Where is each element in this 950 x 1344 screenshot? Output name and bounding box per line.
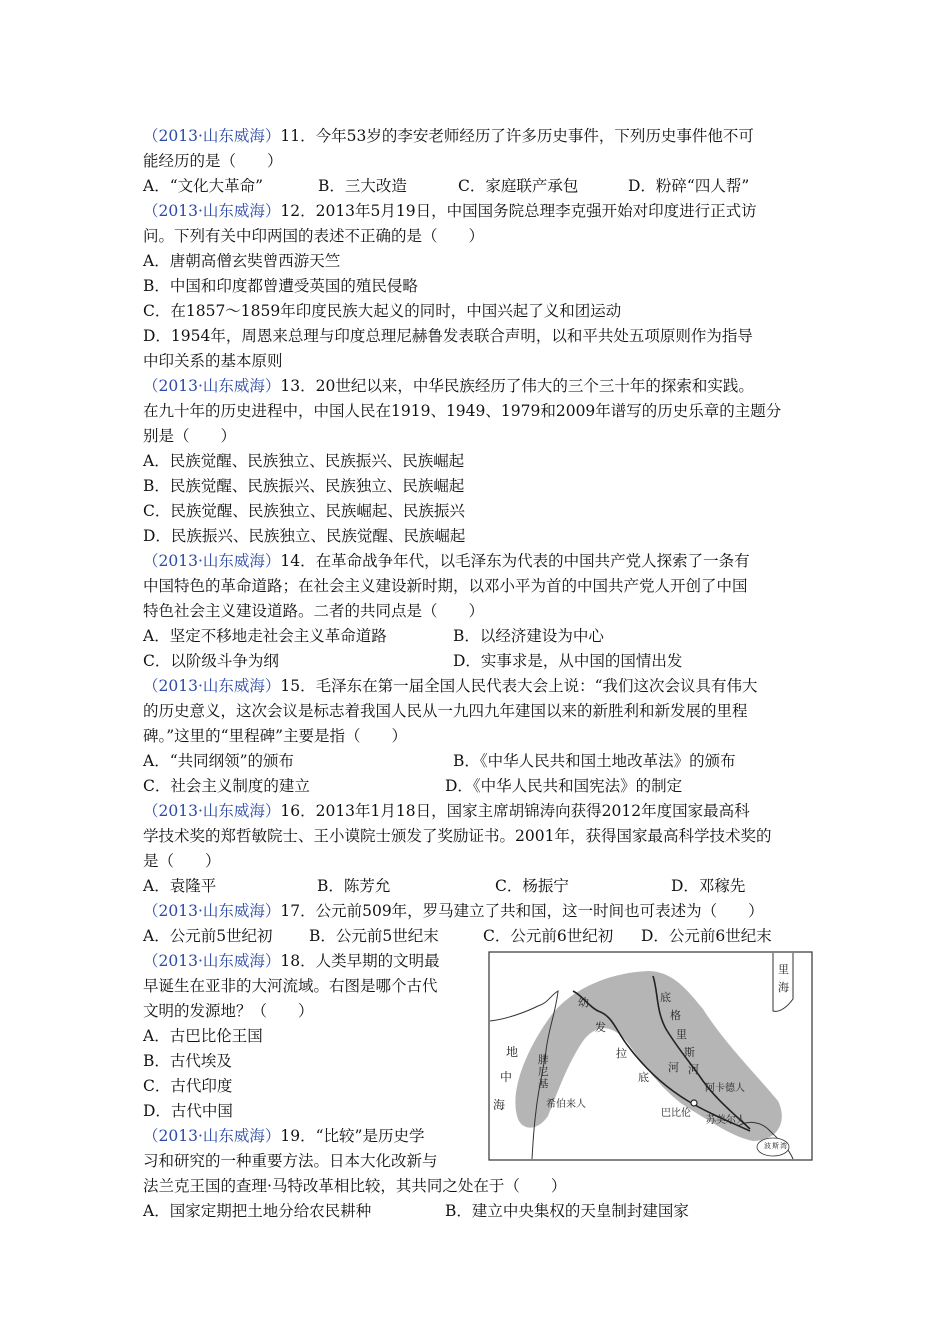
question-14-line-1: （2013·山东威海）14．在革命战争年代，以毛泽东为代表的中国共产党人探索了一条有 (143, 552, 750, 570)
phoenicia-label (538, 1053, 549, 1090)
svg-text:海: 海 (778, 981, 789, 994)
option-d-continued: 中印关系的基本原则 (143, 352, 283, 370)
question-16-options (143, 874, 813, 899)
question-18-line-3: 文明的发源地？（ ） (143, 1002, 314, 1020)
question-13-line-1: （2013·山东威海）13．20世纪以来，中华民族经历了伟大的三个三十年的探索和实践。 (143, 377, 754, 395)
question-19-line-1: （2013·山东威海）19．“比较”是历史学 (143, 1127, 425, 1145)
question-source: （2013·山东威海） (143, 552, 281, 570)
svg-text:底: 底 (638, 1071, 649, 1084)
question-14-line-3: 特色社会主义建设道路。二者的共同点是（ ） (143, 602, 485, 620)
question-13-line-2: 在九十年的历史进程中，中国人民在1919、1949、1979和2009年谱写的历史乐章的主题分 (143, 402, 782, 420)
question-source: （2013·山东威海） (143, 902, 281, 920)
question-15-options-row-2 (143, 774, 813, 799)
option-c: C．杨振宁 (495, 877, 569, 895)
option-b: B．民族觉醒、民族振兴、民族独立、民族崛起 (143, 477, 465, 495)
option-d: D．《中华人民共和国宪法》的制定 (445, 777, 683, 795)
option-d: D．民族振兴、民族独立、民族觉醒、民族崛起 (143, 527, 466, 545)
option-b: B．古代埃及 (143, 1052, 232, 1070)
option-c: C．家庭联产承包 (458, 177, 579, 195)
babylon-label: 巴比伦 (661, 1108, 691, 1119)
option-b: B．以经济建设为中心 (453, 627, 604, 645)
svg-text:中: 中 (500, 1070, 513, 1084)
svg-text:腓: 腓 (538, 1054, 549, 1066)
question-19-line-3: 法兰克王国的查理·马特改革相比较，其共同之处在于（ ） (143, 1177, 567, 1195)
option-d: D．粉碎“四人帮” (628, 177, 750, 195)
question-source: （2013·山东威海） (143, 127, 281, 145)
question-source: （2013·山东威海） (143, 202, 281, 220)
question-17-options (143, 924, 813, 949)
svg-text:河: 河 (688, 1063, 699, 1076)
option-c: C．古代印度 (143, 1077, 233, 1095)
exam-page (143, 124, 813, 1224)
option-b: B．建立中央集权的天皇制封建国家 (445, 1202, 689, 1220)
option-a: A．唐朝高僧玄奘曾西游天竺 (143, 252, 341, 270)
option-a: A．“文化大革命” (143, 177, 264, 195)
option-b: B．中国和印度都曾遭受英国的殖民侵略 (143, 277, 418, 295)
sumer-label: 苏美尔人 (706, 1115, 746, 1126)
option-c: C．公元前6世纪初 (483, 927, 614, 945)
hebrews-label: 希伯来人 (546, 1099, 586, 1110)
option-a: A．古巴比伦王国 (143, 1027, 263, 1045)
option-c: C．民族觉醒、民族独立、民族崛起、民族振兴 (143, 502, 465, 520)
question-source: （2013·山东威海） (143, 802, 281, 820)
question-16-line-1: （2013·山东威海）16．2013年1月18日，国家主席胡锦涛向获得2012年度国家最高科 (143, 802, 750, 820)
option-d: D．古代中国 (143, 1102, 233, 1120)
question-14-line-2: 中国特色的革命道路；在社会主义建设新时期，以邓小平为首的中国共产党人开创了中国 (143, 577, 748, 595)
option-a: A．袁隆平 (143, 877, 217, 895)
question-source: （2013·山东威海） (143, 1127, 281, 1145)
question-source: （2013·山东威海） (143, 377, 281, 395)
option-a: A．公元前5世纪初 (143, 927, 273, 945)
option-c: C．社会主义制度的建立 (143, 777, 310, 795)
svg-text:湾: 湾 (780, 1142, 787, 1150)
svg-text:发: 发 (595, 1021, 606, 1034)
svg-text:幼: 幼 (578, 996, 589, 1009)
question-source: （2013·山东威海） (143, 952, 281, 970)
question-source: （2013·山东威海） (143, 677, 281, 695)
question-15-line-3: 碑。”这里的“里程碑”主要是指（ ） (143, 727, 408, 745)
option-b: B．《中华人民共和国土地改革法》的颁布 (453, 752, 736, 770)
question-11-line-1: （2013·山东威海）11．今年53岁的李安老师经历了许多历史事件，下列历史事件他不可 (143, 127, 754, 145)
question-18-line-2: 早诞生在亚非的大河流域。右图是哪个古代 (143, 977, 438, 995)
svg-text:斯: 斯 (772, 1142, 779, 1150)
question-11-line-2: 能经历的是（ ） (143, 152, 283, 170)
svg-text:海: 海 (493, 1098, 506, 1112)
option-d: D．公元前6世纪末 (641, 927, 772, 945)
svg-text:地: 地 (506, 1045, 519, 1059)
question-19-options (143, 1199, 813, 1224)
option-a: A．坚定不移地走社会主义革命道路 (143, 627, 387, 645)
option-d: D．1954年，周恩来总理与印度总理尼赫鲁发表联合声明，以和平共处五项原则作为指导 (143, 327, 753, 345)
option-b: B．陈芳允 (317, 877, 391, 895)
persian-gulf-label (764, 1141, 787, 1150)
option-c: C．以阶级斗争为纲 (143, 652, 279, 670)
option-b: B．三大改造 (318, 177, 407, 195)
akkad-label: 阿卡德人 (705, 1083, 745, 1094)
question-15-line-2: 的历史意义，这次会议是标志着我国人民从一九四九年建国以来的新胜利和新发展的里程 (143, 702, 748, 720)
option-a: A．民族觉醒、民族独立、民族振兴、民族崛起 (143, 452, 465, 470)
question-14-options-row-1 (143, 624, 813, 649)
svg-text:基: 基 (538, 1078, 549, 1090)
question-16-line-3: 是（ ） (143, 852, 221, 870)
svg-text:里: 里 (676, 1028, 687, 1041)
option-c: C．在1857～1859年印度民族大起义的同时，中国兴起了义和团运动 (143, 302, 622, 320)
question-11-options (143, 174, 813, 199)
option-b: B．公元前5世纪末 (309, 927, 439, 945)
option-d: D．实事求是，从中国的国情出发 (453, 652, 683, 670)
question-17-line-1: （2013·山东威海）17．公元前509年，罗马建立了共和国，这一时间也可表述为（ ） (143, 902, 764, 920)
svg-text:斯: 斯 (684, 1046, 695, 1059)
svg-text:里: 里 (778, 963, 789, 976)
question-12-line-2: 问。下列有关中印两国的表述不正确的是（ ） (143, 227, 485, 245)
svg-text:拉: 拉 (616, 1047, 627, 1060)
svg-text:底: 底 (660, 991, 671, 1004)
svg-text:波: 波 (764, 1142, 771, 1150)
option-a: A．“共同纲领”的颁布 (143, 752, 295, 770)
question-18-line-1: （2013·山东威海）18．人类早期的文明最 (143, 952, 440, 970)
svg-text:格: 格 (670, 1009, 681, 1022)
option-a: A．国家定期把土地分给农民耕种 (143, 1202, 372, 1220)
question-19-line-2: 习和研究的一种重要方法。日本大化改新与 (143, 1152, 438, 1170)
babylon-marker (691, 1100, 697, 1106)
question-15-line-1: （2013·山东威海）15．毛泽东在第一届全国人民代表大会上说：“我们这次会议具有伟大 (143, 677, 758, 695)
question-14-options-row-2 (143, 649, 813, 674)
question-16-line-2: 学技术奖的郑哲敏院士、王小谟院士颁发了奖励证书。2001年，获得国家最高科学技术奖的 (143, 827, 772, 845)
question-13-line-3: 别是（ ） (143, 427, 237, 445)
question-15-options-row-1 (143, 749, 813, 774)
mesopotamia-map (488, 951, 813, 1161)
svg-text:尼: 尼 (538, 1066, 549, 1078)
option-d: D．邓稼先 (671, 877, 746, 895)
question-12-line-1: （2013·山东威海）12．2013年5月19日，中国国务院总理李克强开始对印度进行正式访 (143, 202, 757, 220)
river-label: 河 (668, 1061, 679, 1074)
